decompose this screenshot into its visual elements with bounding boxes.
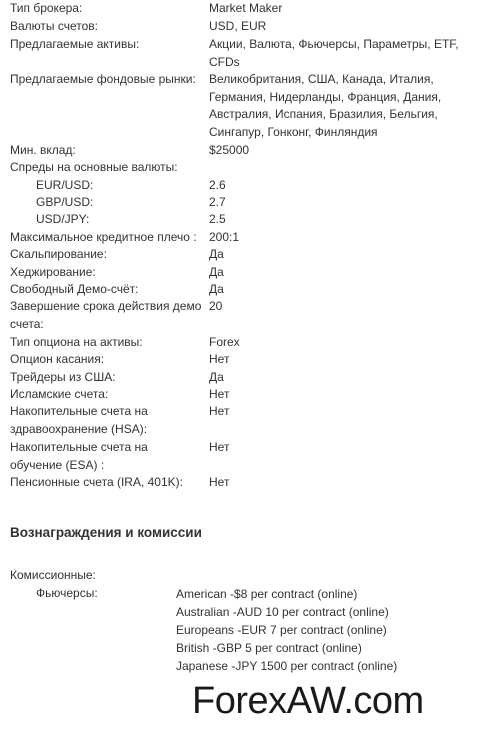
commission-item: Japanese -JPY 1500 per contract (online) (176, 659, 398, 673)
detail-label: Хеджирование: (10, 265, 96, 279)
detail-label: Спреды на основные валюты: (10, 160, 178, 174)
detail-label: Накопительные счета на обучение (ESA) : (10, 440, 148, 472)
detail-label: Предлагаемые фондовые рынки: (10, 72, 196, 86)
detail-value: 20 (209, 299, 223, 313)
detail-value: Да (209, 282, 224, 296)
detail-label: Опцион касания: (10, 352, 105, 366)
detail-value: 2.5 (209, 212, 226, 226)
commissions-label: Комиссионные: (10, 568, 96, 582)
detail-label: Максимальное кредитное плечо : (10, 230, 197, 244)
detail-label: Исламские счета: (10, 387, 109, 401)
detail-value: Да (209, 247, 224, 261)
detail-value: Нет (209, 475, 230, 489)
commission-list (176, 585, 397, 675)
detail-value: Нет (209, 387, 230, 401)
detail-label: Трейдеры из США: (10, 370, 116, 384)
detail-value: Forex (209, 335, 240, 349)
watermark-logo: ForexAW.com (192, 680, 424, 722)
detail-label: Тип брокера: (10, 1, 83, 15)
detail-label: USD/JPY: (36, 212, 90, 226)
commission-item: American -$8 per contract (online) (176, 587, 358, 601)
detail-label: Пенсионные счета (IRA, 401K): (10, 475, 183, 489)
detail-label: EUR/USD: (36, 178, 94, 192)
commission-item: Europeans -EUR 7 per contract (online) (176, 623, 387, 637)
detail-value: Нет (209, 352, 230, 366)
detail-value: $25000 (209, 143, 250, 157)
detail-value: Market Maker (209, 1, 283, 15)
detail-label: Валюты счетов: (10, 19, 99, 33)
detail-label: Мин. вклад: (10, 143, 76, 157)
detail-label: GBP/USD: (36, 195, 94, 209)
detail-value: Нет (209, 404, 230, 418)
detail-value: Великобритания, США, Канада, Италия, Германия, Нидерланды, Франция, Дания, Австралия, Испания, Бразилия, Бельгия, Сингапур, Гонконг, Финляндия (209, 72, 442, 139)
detail-value: 2.6 (209, 178, 226, 192)
detail-label: Завершение срока действия демо счета: (10, 299, 202, 331)
detail-value: Акции, Валюта, Фьючерсы, Параметры, ETF, CFDs (209, 37, 459, 69)
detail-label: Свободный Демо-счёт: (10, 282, 139, 296)
detail-label: Предлагаемые активы: (10, 37, 140, 51)
futures-label: Фьючерсы: (36, 586, 98, 600)
detail-label: Накопительные счета на здравоохранение (HSA): (10, 404, 148, 436)
detail-value: Да (209, 265, 224, 279)
detail-value: USD, EUR (209, 19, 267, 33)
section-title: Вознаграждения и комиссии (10, 525, 202, 540)
detail-label: Скальпирование: (10, 247, 107, 261)
detail-value: Да (209, 370, 224, 384)
commission-item: Australian -AUD 10 per contract (online) (176, 605, 389, 619)
detail-label: Тип опциона на активы: (10, 335, 143, 349)
commission-item: British -GBP 5 per contract (online) (176, 641, 362, 655)
detail-value: 200:1 (209, 230, 240, 244)
detail-value: Нет (209, 440, 230, 454)
detail-value: 2.7 (209, 195, 226, 209)
